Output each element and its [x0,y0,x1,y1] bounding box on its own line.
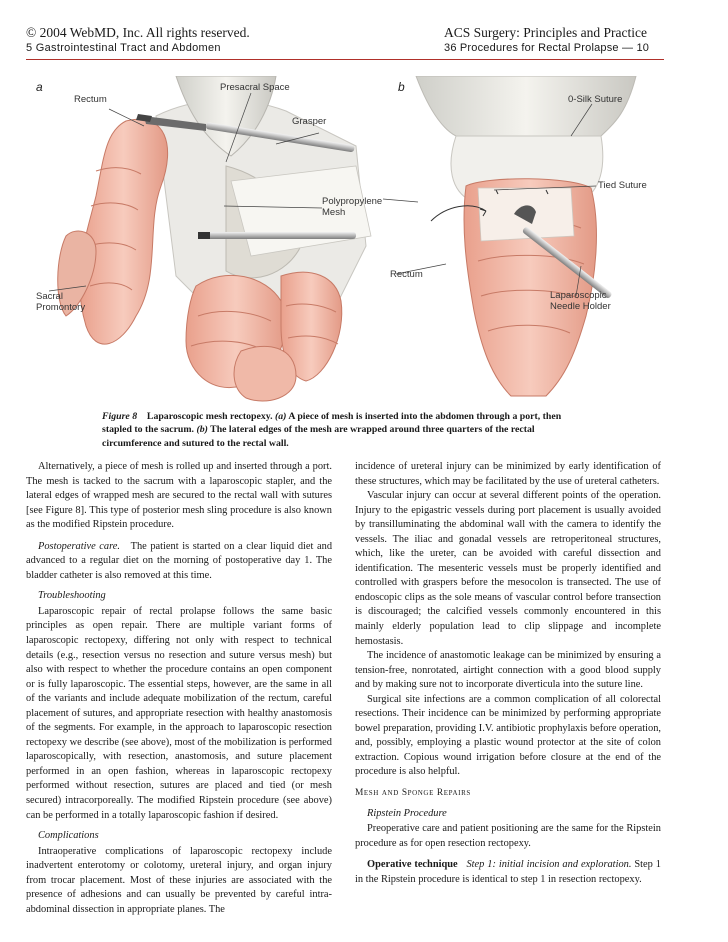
label-needle-line1: Laparoscopic [550,290,607,301]
page-number: 10 [636,42,650,54]
paragraph: The incidence of anastomotic leakage can be minimized by ensuring a tension-free, nonrotated, airtight connection with a good blood supply and by making sure not to incorporate diverticula into the suture line. [355,650,661,691]
caption-title: Laparoscopic mesh rectopexy. [146,411,273,422]
paragraph: Surgical site infections are a common complication of all colorectal resections. Their incidence can be minimized by performing appropriate bowel preparation, providing I.V. antibiotic prophylaxis before operation, and, possibly, employing a plastic wound protector at the site of colon extraction. Copious wound irrigation before closure at the end of the procedure is also helpful. [355,693,661,778]
caption-text-b: The lateral edges of the mesh are wrapped around three quarters of the rectal circumference and sutured to the rectal wall. [102,424,535,449]
panel-a-label: a [36,80,43,94]
operative-step: Step 1: initial incision and exploration. [466,859,632,871]
label-rectum-b: Rectum [390,269,423,280]
troubleshooting-heading: Troubleshooting [38,590,106,602]
paragraph: Alternatively, a piece of mesh is rolled up and inserted through a port. The mesh is tacked to the sacrum with a laparoscopic stapler, and the lateral edges of wrapped mesh are secured to the rectal wall with sutures [see Figure 8]. This type of posterior mesh sling procedure is also known as the modified Ripstein procedure. [26,461,332,531]
label-sacral-line1: Sacral [36,291,63,302]
book-title: ACS Surgery: Principles and Practice [444,25,647,40]
operative-paragraph [355,858,661,887]
caption-text-a: A piece of mesh is inserted into the abdomen through a port, then stapled to the sacrum. [102,411,562,436]
ripstein-heading: Ripstein Procedure [367,807,447,819]
header-rule [26,59,664,60]
label-presacral-space: Presacral Space [220,82,290,93]
copyright-line: © 2004 WebMD, Inc. All rights reserved. [26,25,250,40]
complications-heading: Complications [38,830,99,842]
operative-text: Step 1 in the Ripstein procedure is identical to step 1 in resection rectopexy. [355,859,661,885]
caption-b-marker: (b) [196,424,208,436]
operative-heading: Operative technique [367,859,458,871]
label-silk-suture: 0-Silk Suture [568,94,623,105]
label-mesh-line1: Polypropylene [322,196,383,207]
label-mesh-line2: Mesh [322,207,346,218]
figure-caption [102,410,582,450]
mesh-insertion-instrument [198,232,356,239]
figure-illustration [26,76,666,406]
label-needle-line2: Needle Holder [550,301,611,312]
right-column [355,460,661,887]
section-title: 5 Gastrointestinal Tract and Abdomen [26,42,221,54]
figure-8 [26,76,666,406]
label-sacral-line2: Promontory [36,302,86,313]
paragraph: Vascular injury can occur at several different points of the operation. Injury to the epigastric vessels during port placement is usually avoided by transilluminating the abdominal wall with the camera to identify the vessels. The iliac and gonadal vessels are retroperitoneal structures, which, like the ureter, can be avoided with careful dissection and identification. The mesenteric vessels must be properly identified and controlled with graspers before the mesocolon is transected. The use of endoscopic clips as the sole means of vascular control before transection is discouraged; the calcified vessels commonly encountered in this mainly elderly population lead to clip slippage and incomplete hemostasis. [355,490,661,647]
label-grasper: Grasper [292,116,327,127]
label-tied-suture: Tied Suture [598,180,647,191]
section-heading: Mesh and Sponge Repairs [355,788,471,799]
panel-b-label: b [398,80,405,94]
ripstein-text: Preoperative care and patient positioning are the same for the Ripstein procedure as for open resection rectopexy. [355,823,661,849]
chapter-line: 36 Procedures for Rectal Prolapse — 10 [444,42,650,54]
left-column [26,460,332,917]
postop-heading: Postoperative care. [38,540,120,552]
postop-text: The patient is started on a clear liquid diet and advanced to a regular diet on the morning of postoperative day 1. The bladder catheter is also removed at this time. [26,540,333,581]
chapter-title: 36 Procedures for Rectal Prolapse [444,42,619,54]
label-rectum-a: Rectum [74,94,107,105]
troubleshooting-text: Laparoscopic repair of rectal prolapse follows the same basic principles as open repair. There are multiple variant forms of laparoscopic rectopexy, differing not only with respect to technical details (e.g., resection versus no resection and suture versus mesh) but also with respect to whether the procedure contains an open component or is fully laparoscopic. The essential steps, however, are the same in all of the variants and include adequate mobilization of the rectum, careful placement of sutures, and appropriate resection with healthy anastomosis of the segments. For example, in the approach to laparoscopic resection rectopexy we describe (see above), most of the mobilization is performed laparoscopically, with resection, anastomosis, and suture placement performed in an open fashion, whereas in laparoscopic rectopexy performed without resection, sutures are placed and tied (or mesh secured) intracorporeally. The modified Ripstein procedure (see above) can be performed in a totally laparoscopic fashion if desired. [26,605,332,821]
paragraph: incidence of ureteral injury can be minimized by early identification of these structures, which may be facilitated by the use of ureteral catheters. [355,461,661,487]
caption-a-marker: (a) [275,411,287,422]
postop-paragraph [26,540,332,584]
complications-text: Intraoperative complications of laparoscopic rectopexy include inadvertent enterotomy or colotomy, ureteral injury, and organ injury from trocar placement. Most of these injuries are associated with the presence of adhesions and can usually be prevented by careful intra-abdominal dissection in appropriate planes. The [26,845,332,915]
panel-b-illustration [416,76,636,396]
caption-label: Figure 8 [102,411,138,422]
